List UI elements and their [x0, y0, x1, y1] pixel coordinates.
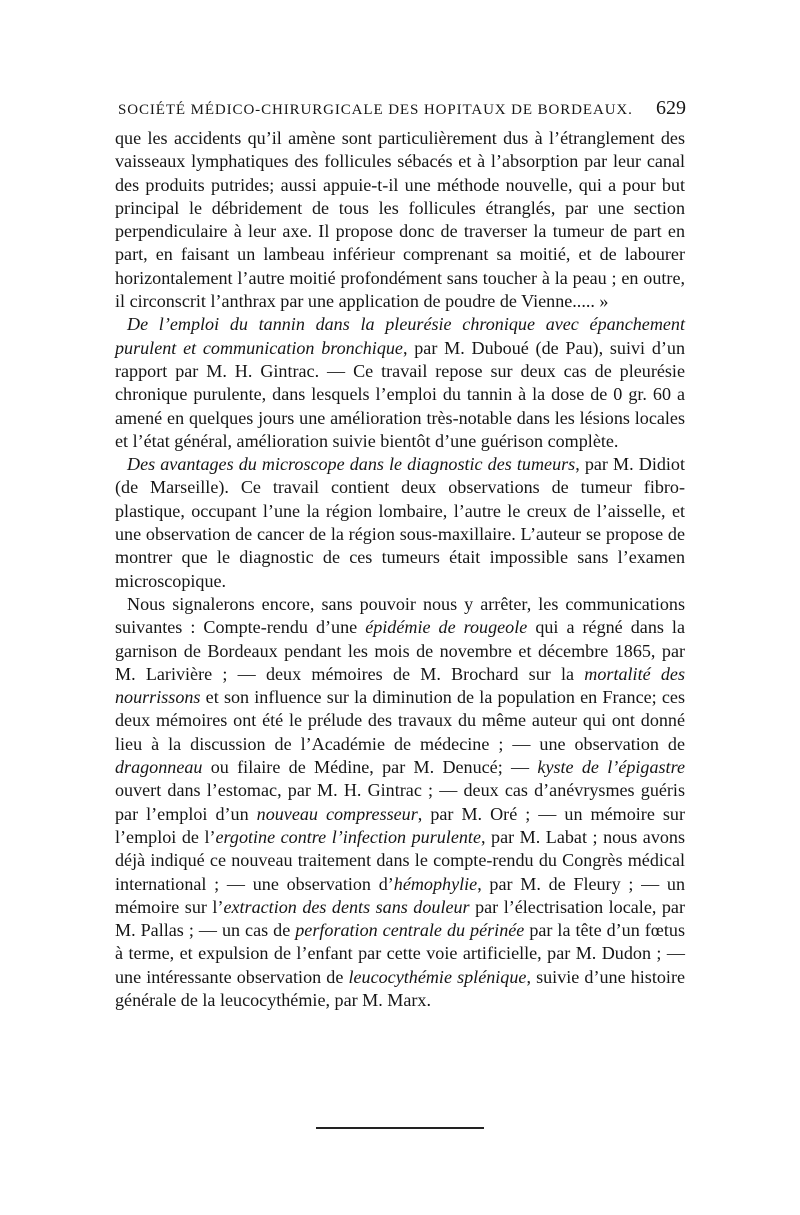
text-run: , par M. Didiot (de Marseille). Ce travail contient deux observations de tumeur fibro-plastique, occupant l’une la région lombaire, l’autre le creux de l’aisselle, et une observation de cancer de la région sous-maxillaire. L’auteur se propose de montrer que le diagnostic de ces tumeurs était impossible sans l’examen microscopique.	[115, 454, 685, 591]
italic-term: ergotine contre l’infection purulente	[215, 826, 481, 847]
italic-term: kyste de l’épigastre	[537, 757, 685, 778]
page-number: 629	[656, 97, 686, 119]
body-text	[115, 127, 685, 1012]
text-run: que les accidents qu’il amène sont particulièrement dus à l’étranglement des vaisseaux lymphatiques des follicules sébacés et à l’absorption par leur canal des produits putrides; aussi appuie-t-il une méthode nouvelle, qui a pour but principal le débridement de tous les follicules étranglés, par une section perpendiculaire à leur axe. Il propose donc de traverser la tumeur de part en part, en faisant un lambeau inférieur comprenant sa moitié, et de labourer horizontalement l’autre moitié profondément sans toucher à la peau ; en outre, il circonscrit l’anthrax par une application de poudre de Vienne..... »	[115, 128, 685, 312]
italic-term: mortalité des nourrissons	[115, 663, 685, 708]
italic-term: perforation centrale du périnée	[295, 920, 525, 941]
text-run: ouvert dans l’estomac, par M. H. Gintrac ; — deux cas d’anévrysmes guéris par l’emploi d’un	[115, 780, 685, 824]
paragraph-communications	[115, 593, 685, 1012]
italic-term: dragonneau	[115, 757, 203, 778]
text-run: Nous signalerons encore, sans pouvoir nous y arrêter, les communications suivantes : Compte-rendu d’une	[115, 593, 685, 638]
italic-term: nouveau compresseur	[256, 803, 418, 824]
text-run: , par M. de Fleury ; — un mémoire sur l’	[115, 873, 685, 917]
text-run: , par M. Oré ; — un mémoire sur l’emploi de l’	[115, 803, 685, 847]
footnote-divider	[316, 1127, 484, 1129]
text-run: par la tête d’un fœtus à terme, et expulsion de l’enfant par cette voie artificielle, par M. Dudon ; — une intéressante observation de	[115, 920, 685, 987]
paragraph-anthrax	[115, 127, 685, 313]
running-title: SOCIÉTÉ MÉDICO-CHIRURGICALE DES HOPITAUX DE BORDEAUX.	[118, 102, 633, 118]
text-run: qui a régné dans la garnison de Bordeaux pendant les mois de novembre et décembre 1865, par M. Larivière ; — deux mémoires de M. Brochard sur la	[115, 617, 685, 684]
text-run: , suivie d’une histoire générale de la leucocythémie, par M. Marx.	[115, 966, 685, 1010]
text-run: , par M. Duboué (de Pau), suivi d’un rapport par M. H. Gintrac. — Ce travail repose sur deux cas de pleurésie chronique purulente, dans lesquels l’emploi du tannin à la dose de 0 gr. 60 a amené en quelques jours une amélioration très-notable dans les lésions locales et l’état général, amélioration suivie bientôt d’une guérison complète.	[115, 337, 685, 451]
text-run: et son influence sur la diminution de la population en France; ces deux mémoires ont été le prélude des travaux du même auteur qui ont donné lieu à la discussion de l’Académie de médecine ; — une observation de	[115, 687, 685, 754]
text-run: , par M. Labat ; nous avons déjà indiqué ce nouveau traitement dans le compte-rendu du Congrès médical international ; — une observation d’	[115, 826, 685, 894]
italic-term: extraction des dents sans douleur	[223, 896, 470, 917]
text-run: par l’électrisation locale, par M. Pallas ; — un cas de	[115, 896, 685, 941]
italic-term: hémophylie	[393, 873, 478, 894]
italic-term: leucocythémie splénique	[348, 966, 527, 987]
article-title: Des avantages du microscope dans le diagnostic des tumeurs	[127, 454, 576, 475]
article-title: De l’emploi du tannin dans la pleurésie chronique avec épanchement purulent et communication bronchique	[115, 314, 685, 358]
running-header	[118, 97, 686, 127]
text-run: ou filaire de Médine, par M. Denucé; —	[202, 757, 538, 778]
italic-term: épidémie de rougeole	[365, 617, 528, 638]
paragraph-microscope	[115, 453, 685, 593]
paragraph-tannin	[115, 313, 685, 453]
